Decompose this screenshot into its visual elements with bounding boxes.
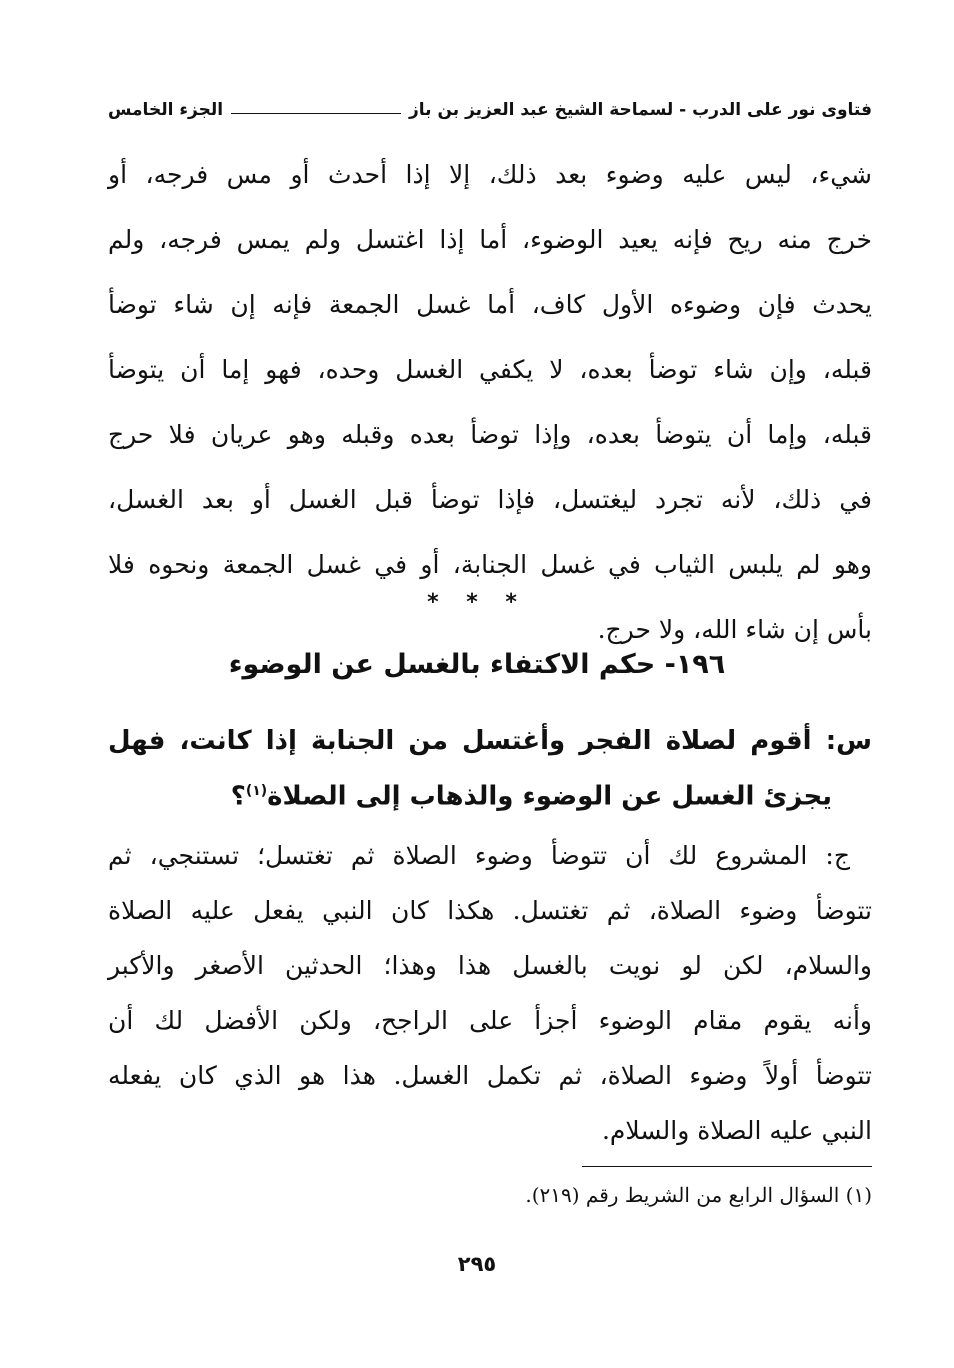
running-header [108, 92, 872, 128]
section-separator: * * * [427, 590, 527, 615]
footnote-rule [582, 1166, 872, 1167]
text-line: يحدث فإن وضوءه الأول كاف، أما غسل الجمعة فإنه إن شاء توضأ [108, 290, 872, 319]
answer-line: تتوضأ وضوء الصلاة، ثم تغتسل. هكذا كان النبي يفعل عليه الصلاة [108, 896, 872, 925]
footnote: (١) السؤال الرابع من الشريط رقم (٢١٩). [525, 1183, 872, 1207]
volume-label: الجزء الخامس [108, 100, 224, 120]
answer-line: ج: المشروع لك أن تتوضأ وضوء الصلاة ثم تغتسل؛ تستنجي، ثم [108, 841, 850, 870]
text-line: بأس إن شاء الله، ولا حرج. [597, 615, 872, 644]
footnote-reference: (١) [245, 783, 268, 799]
question-line [108, 766, 872, 816]
page-number: ٢٩٥ [457, 1252, 497, 1276]
text-line: قبله، وإن شاء توضأ بعده، لا يكفي الغسل وحده، فهو إما أن يتوضأ [108, 355, 872, 384]
header-rule [231, 113, 401, 114]
text-line: في ذلك، لأنه تجرد ليغتسل، فإذا توضأ قبل الغسل أو بعد الغسل، [108, 485, 872, 514]
section-heading: ١٩٦- حكم الاكتفاء بالغسل عن الوضوء [228, 649, 726, 680]
question-mark: ؟ [230, 781, 246, 812]
text-line: وهو لم يلبس الثياب في غسل الجنابة، أو في غسل الجمعة ونحوه فلا [108, 550, 872, 579]
answer-line: والسلام، لكن لو نويت بالغسل هذا وهذا؛ الحدثين الأصغر والأكبر [108, 951, 872, 980]
text-line: قبله، وإما أن يتوضأ بعده، وإذا توضأ بعده وقبله وهو عريان فلا حرج [108, 420, 872, 449]
answer-line: تتوضأ أولاً وضوء الصلاة، ثم تكمل الغسل. هذا هو الذي كان يفعله [108, 1061, 872, 1090]
question [108, 716, 872, 816]
continued-paragraph [108, 142, 872, 662]
question-line: س: أقوم لصلاة الفجر وأغتسل من الجنابة إذا كانت، فهل [108, 726, 872, 756]
answer-line: النبي عليه الصلاة والسلام. [601, 1116, 872, 1145]
question-text: يجزئ الغسل عن الوضوء والذهاب إلى الصلاة [267, 781, 832, 812]
text-line: خرج منه ريح فإنه يعيد الوضوء، أما إذا اغتسل ولم يمس فرجه، ولم [108, 225, 872, 254]
text-line: شيء، ليس عليه وضوء بعد ذلك، إلا إذا أحدث أو مس فرجه، أو [108, 160, 872, 189]
book-title: فتاوى نور على الدرب - لسماحة الشيخ عبد العزيز بن باز [409, 100, 872, 120]
answer [108, 828, 872, 1158]
answer-line: وأنه يقوم مقام الوضوء أجزأ على الراجح، ولكن الأفضل لك أن [108, 1006, 872, 1035]
